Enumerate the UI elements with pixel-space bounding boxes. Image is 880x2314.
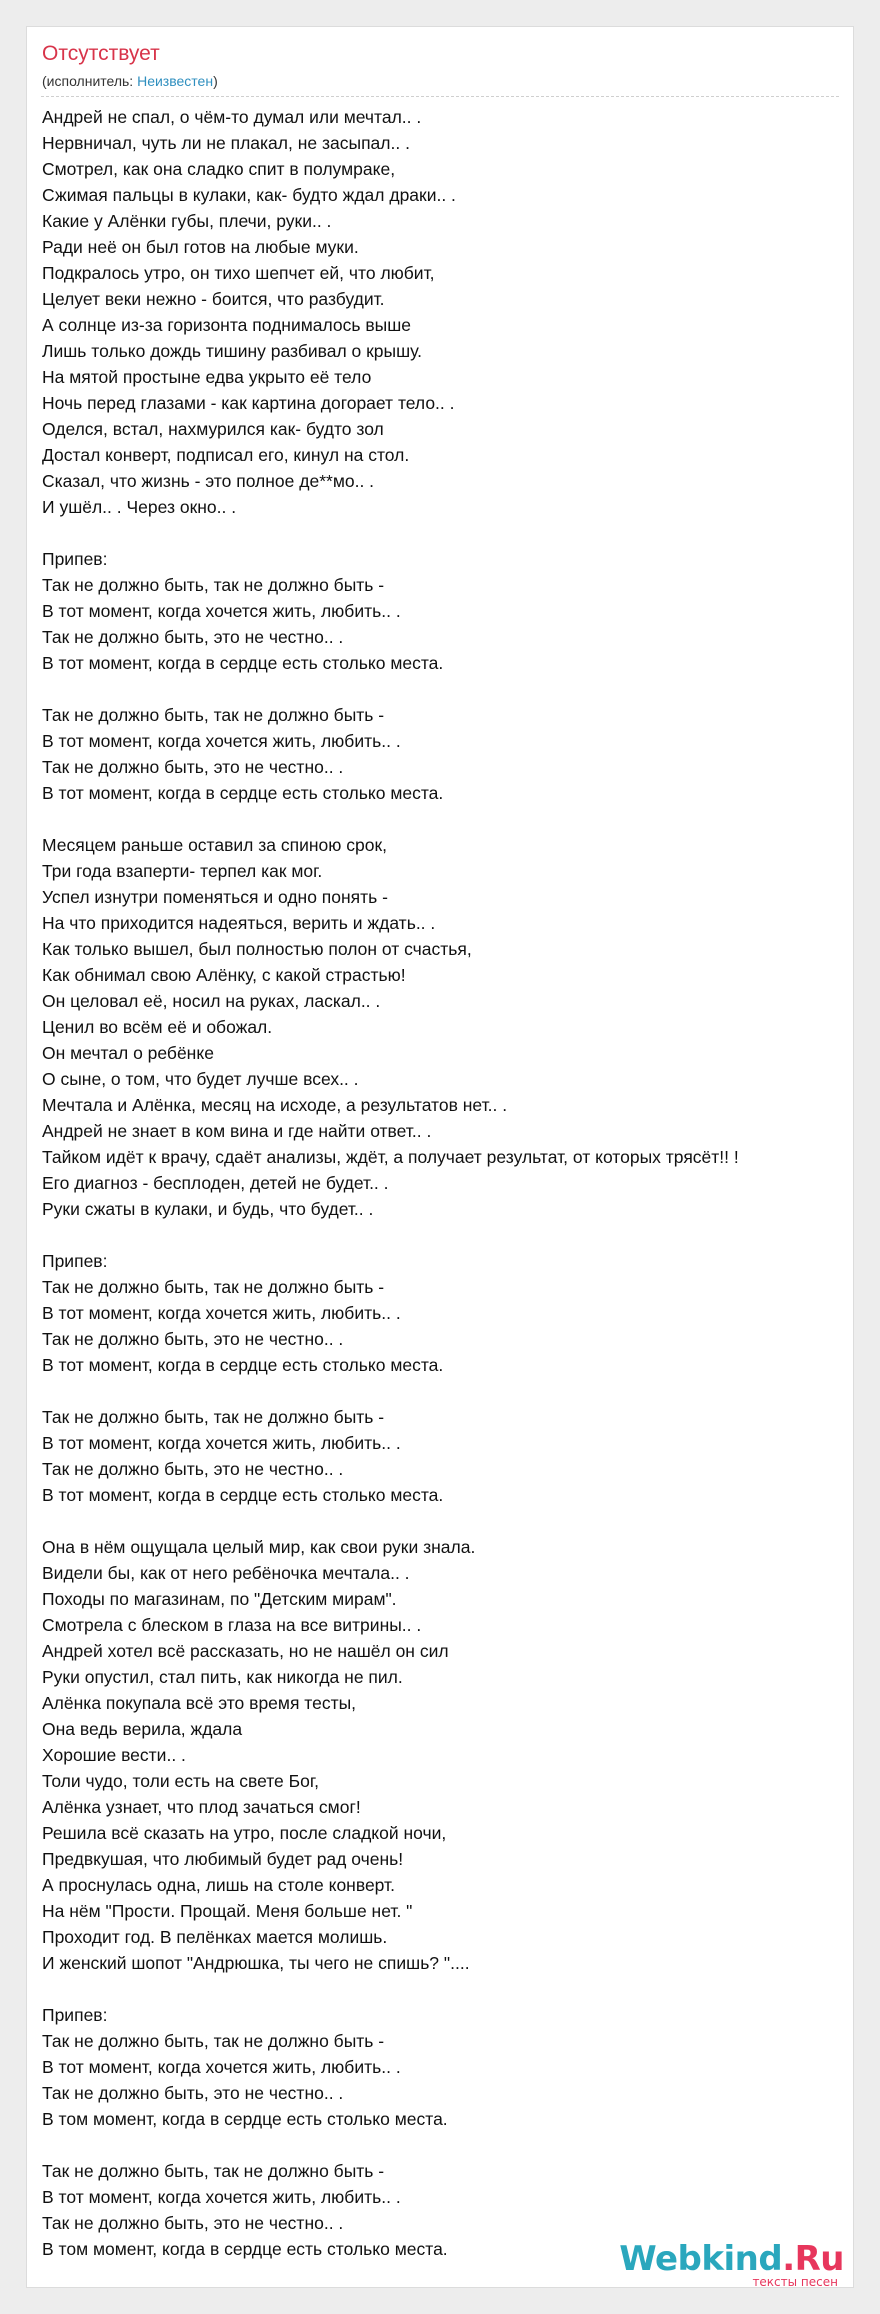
lyric-line: Достал конверт, подписал его, кинул на стол. bbox=[42, 445, 410, 465]
lyric-line: Три года взаперти- терпел как мог. bbox=[42, 861, 323, 881]
brand-tagline: тексты песен bbox=[752, 2275, 838, 2289]
lyric-line: Алёнка покупала всё это время тесты, bbox=[42, 1693, 357, 1713]
lyric-line: Так не должно быть, так не должно быть - bbox=[42, 575, 385, 595]
lyric-line: Так не должно быть, это не честно.. . bbox=[42, 2213, 344, 2233]
lyric-line: И ушёл.. . Через окно.. . bbox=[42, 497, 237, 517]
lyric-line: Хорошие вести.. . bbox=[42, 1745, 186, 1765]
lyric-line: В тот момент, когда хочется жить, любить.. . bbox=[42, 1303, 401, 1323]
lyric-line: В том момент, когда в сердце есть столько места. bbox=[42, 2239, 448, 2259]
lyric-line: В тот момент, когда в сердце есть столько места. bbox=[42, 653, 444, 673]
stanza-break bbox=[42, 1508, 850, 1534]
lyric-line: Его диагноз - бесплоден, детей не будет.. . bbox=[42, 1173, 389, 1193]
dashed-divider bbox=[41, 96, 839, 97]
artist-prefix: (исполнитель: bbox=[42, 73, 138, 89]
lyric-line: Ради неё он был готов на любые муки. bbox=[42, 237, 359, 257]
lyric-line: И женский шопот "Андрюшка, ты чего не спишь? ".... bbox=[42, 1953, 470, 1973]
stanza-break bbox=[42, 806, 850, 832]
lyric-line: В том момент, когда в сердце есть столько места. bbox=[42, 2109, 448, 2129]
stanza-break bbox=[42, 676, 850, 702]
lyric-line: Сжимая пальцы в кулаки, как- будто ждал драки.. . bbox=[42, 185, 456, 205]
lyric-line: В тот момент, когда хочется жить, любить.. . bbox=[42, 731, 401, 751]
lyric-line: В тот момент, когда в сердце есть столько места. bbox=[42, 1485, 444, 1505]
lyric-line: Как только вышел, был полностью полон от счастья, bbox=[42, 939, 472, 959]
lyric-line: Так не должно быть, так не должно быть - bbox=[42, 1407, 385, 1427]
stanza-break bbox=[42, 520, 850, 546]
lyric-line: Так не должно быть, это не честно.. . bbox=[42, 2083, 344, 2103]
lyric-line: Целует веки нежно - боится, что разбудит. bbox=[42, 289, 385, 309]
stanza-break bbox=[42, 1378, 850, 1404]
brand-name-part2: .Ru bbox=[782, 2239, 844, 2279]
lyric-line: Предвкушая, что любимый будет рад очень! bbox=[42, 1849, 404, 1869]
lyric-line: Андрей хотел всё рассказать, но не нашёл он сил bbox=[42, 1641, 449, 1661]
lyric-line: На мятой простыне едва укрыто её тело bbox=[42, 367, 372, 387]
lyric-line: Она в нём ощущала целый мир, как свои руки знала. bbox=[42, 1537, 476, 1557]
lyrics-text bbox=[42, 104, 850, 2262]
lyric-line: В тот момент, когда в сердце есть столько места. bbox=[42, 1355, 444, 1375]
lyric-line: В тот момент, когда хочется жить, любить.. . bbox=[42, 601, 401, 621]
stanza-break bbox=[42, 2132, 850, 2158]
lyric-line: На нём "Прости. Прощай. Меня больше нет. " bbox=[42, 1901, 413, 1921]
lyric-line: А проснулась одна, лишь на столе конверт. bbox=[42, 1875, 395, 1895]
lyric-line: В тот момент, когда в сердце есть столько места. bbox=[42, 783, 444, 803]
lyric-line: Руки сжаты в кулаки, и будь, что будет.. . bbox=[42, 1199, 374, 1219]
lyric-line: Так не должно быть, так не должно быть - bbox=[42, 2031, 385, 2051]
lyric-line: Сказал, что жизнь - это полное де**мо.. . bbox=[42, 471, 375, 491]
lyric-line: Нервничал, чуть ли не плакал, не засыпал.. . bbox=[42, 133, 410, 153]
lyric-line: Месяцем раньше оставил за спиною срок, bbox=[42, 835, 387, 855]
lyrics-card bbox=[26, 26, 854, 2288]
lyric-line: Мечтала и Алёнка, месяц на исходе, а результатов нет.. . bbox=[42, 1095, 508, 1115]
lyric-line: Она ведь верила, ждала bbox=[42, 1719, 243, 1739]
artist-line bbox=[42, 72, 218, 90]
lyric-line: Он мечтал о ребёнке bbox=[42, 1043, 214, 1063]
lyric-line: Походы по магазинам, по "Детским мирам". bbox=[42, 1589, 397, 1609]
stanza-break bbox=[42, 1222, 850, 1248]
lyric-line: На что приходится надеяться, верить и ждать.. . bbox=[42, 913, 436, 933]
lyric-line: А солнце из-за горизонта поднималось выше bbox=[42, 315, 412, 335]
lyric-line: Так не должно быть, так не должно быть - bbox=[42, 705, 385, 725]
lyric-line: Подкралось утро, он тихо шепчет ей, что любит, bbox=[42, 263, 435, 283]
lyric-line: Ночь перед глазами - как картина догорает тело.. . bbox=[42, 393, 455, 413]
lyric-line: Так не должно быть, так не должно быть - bbox=[42, 1277, 385, 1297]
lyric-line: Как обнимал свою Алёнку, с какой страстью! bbox=[42, 965, 406, 985]
artist-suffix: ) bbox=[213, 73, 218, 89]
lyric-line: Видели бы, как от него ребёночка мечтала.. . bbox=[42, 1563, 410, 1583]
lyric-line: Толи чудо, толи есть на свете Бог, bbox=[42, 1771, 319, 1791]
lyric-line: Смотрел, как она сладко спит в полумраке, bbox=[42, 159, 396, 179]
lyric-line: Припев: bbox=[42, 1251, 108, 1271]
lyric-line: Тайком идёт к врачу, сдаёт анализы, ждёт, а получает результат, от которых трясёт!! ! bbox=[42, 1147, 739, 1167]
artist-link[interactable]: Неизвестен bbox=[137, 73, 214, 89]
lyric-line: Проходит год. В пелёнках мается молишь. bbox=[42, 1927, 388, 1947]
lyric-line: В тот момент, когда хочется жить, любить.. . bbox=[42, 1433, 401, 1453]
lyric-line: Руки опустил, стал пить, как никогда не пил. bbox=[42, 1667, 403, 1687]
lyric-line: Алёнка узнает, что плод зачаться смог! bbox=[42, 1797, 361, 1817]
lyric-line: Смотрела с блеском в глаза на все витрины.. . bbox=[42, 1615, 422, 1635]
lyric-line: Решила всё сказать на утро, после сладкой ночи, bbox=[42, 1823, 447, 1843]
lyric-line: Так не должно быть, так не должно быть - bbox=[42, 2161, 385, 2181]
brand-logo[interactable] bbox=[619, 2239, 844, 2289]
lyric-line: Так не должно быть, это не честно.. . bbox=[42, 757, 344, 777]
song-title: Отсутствует bbox=[42, 42, 160, 65]
lyric-line: В тот момент, когда хочется жить, любить.. . bbox=[42, 2187, 401, 2207]
lyric-line: О сыне, о том, что будет лучше всех.. . bbox=[42, 1069, 359, 1089]
lyric-line: Лишь только дождь тишину разбивал о крышу. bbox=[42, 341, 423, 361]
brand-name bbox=[619, 2239, 844, 2279]
lyric-line: В тот момент, когда хочется жить, любить.. . bbox=[42, 2057, 401, 2077]
lyric-line: Он целовал её, носил на руках, ласкал.. . bbox=[42, 991, 381, 1011]
lyric-line: Успел изнутри поменяться и одно понять - bbox=[42, 887, 388, 907]
lyric-line: Так не должно быть, это не честно.. . bbox=[42, 1329, 344, 1349]
lyric-line: Так не должно быть, это не честно.. . bbox=[42, 627, 344, 647]
lyric-line: Андрей не знает в ком вина и где найти ответ.. . bbox=[42, 1121, 432, 1141]
lyric-line: Оделся, встал, нахмурился как- будто зол bbox=[42, 419, 384, 439]
lyric-line: Припев: bbox=[42, 549, 108, 569]
brand-name-part1: Webkind bbox=[619, 2239, 783, 2279]
stanza-break bbox=[42, 1976, 850, 2002]
lyric-line: Какие у Алёнки губы, плечи, руки.. . bbox=[42, 211, 332, 231]
lyric-line: Ценил во всём её и обожал. bbox=[42, 1017, 273, 1037]
lyric-line: Андрей не спал, о чём-то думал или мечтал.. . bbox=[42, 107, 422, 127]
lyric-line: Припев: bbox=[42, 2005, 108, 2025]
lyric-line: Так не должно быть, это не честно.. . bbox=[42, 1459, 344, 1479]
